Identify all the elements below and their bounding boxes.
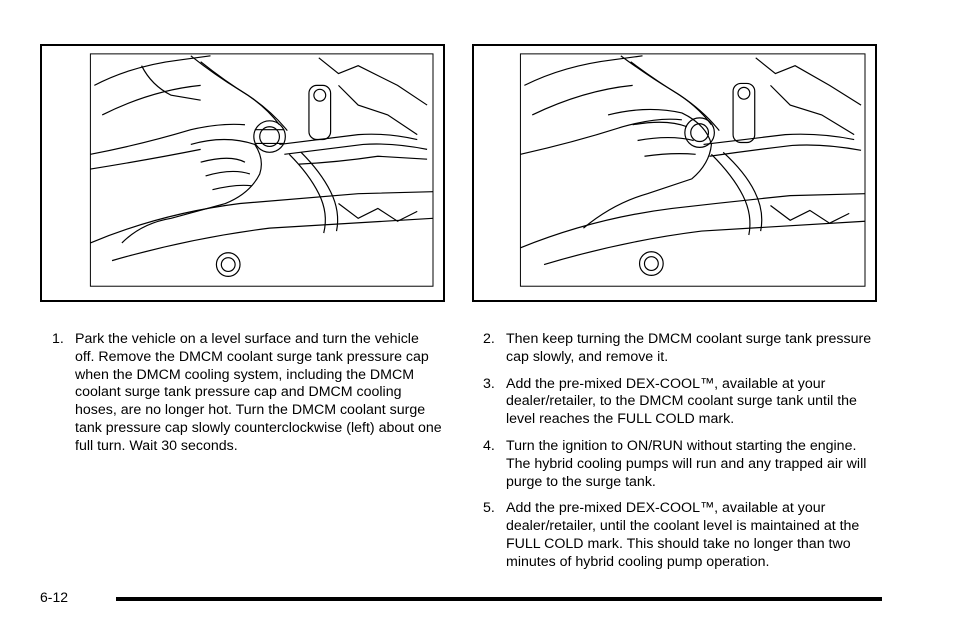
illustration-surge-tank-cap-loosen xyxy=(40,44,445,302)
step-text: Add the pre-mixed DEX-COOL™, available at your dealer/retailer, to the DMCM coolant surge tank until the level reaches the FULL COLD mark. xyxy=(506,375,857,428)
instruction-step xyxy=(483,438,878,491)
step-number: 5. xyxy=(483,500,495,517)
step-text: Turn the ignition to ON/RUN without starting the engine. The hybrid cooling pumps will run and any trapped air will purge to the surge tank. xyxy=(506,437,867,490)
footer-rule xyxy=(116,597,882,601)
engine-line-drawing xyxy=(42,46,443,300)
step-text: Park the vehicle on a level surface and turn the vehicle off. Remove the DMCM coolant surge tank pressure cap when the DMCM cooling system, including the DMCM coolant surge tank pressure cap and DMCM cooling hoses, are no longer hot. Turn the DMCM coolant surge tank pressure cap slowly counterclockwise (left) about one full turn. Wait 30 seconds. xyxy=(75,331,442,454)
instruction-list-right xyxy=(483,331,878,581)
instruction-step xyxy=(483,331,878,367)
page-number: 6-12 xyxy=(40,589,69,605)
instruction-list-left xyxy=(52,331,442,465)
step-number: 4. xyxy=(483,437,495,454)
instruction-step xyxy=(483,500,878,571)
step-text: Add the pre-mixed DEX-COOL™, available at your dealer/retailer, until the coolant level is maintained at the FULL COLD mark. This should take no longer than two minutes of hybrid cooling pump operation. xyxy=(506,500,860,570)
step-text: Then keep turning the DMCM coolant surge tank pressure cap slowly, and remove it. xyxy=(506,331,872,365)
engine-line-drawing xyxy=(474,46,875,300)
instruction-step xyxy=(52,331,442,456)
illustration-surge-tank-cap-remove xyxy=(472,44,877,302)
instruction-step xyxy=(483,376,878,429)
step-number: 3. xyxy=(483,375,495,392)
step-number: 2. xyxy=(483,331,495,347)
step-number: 1. xyxy=(52,331,64,347)
